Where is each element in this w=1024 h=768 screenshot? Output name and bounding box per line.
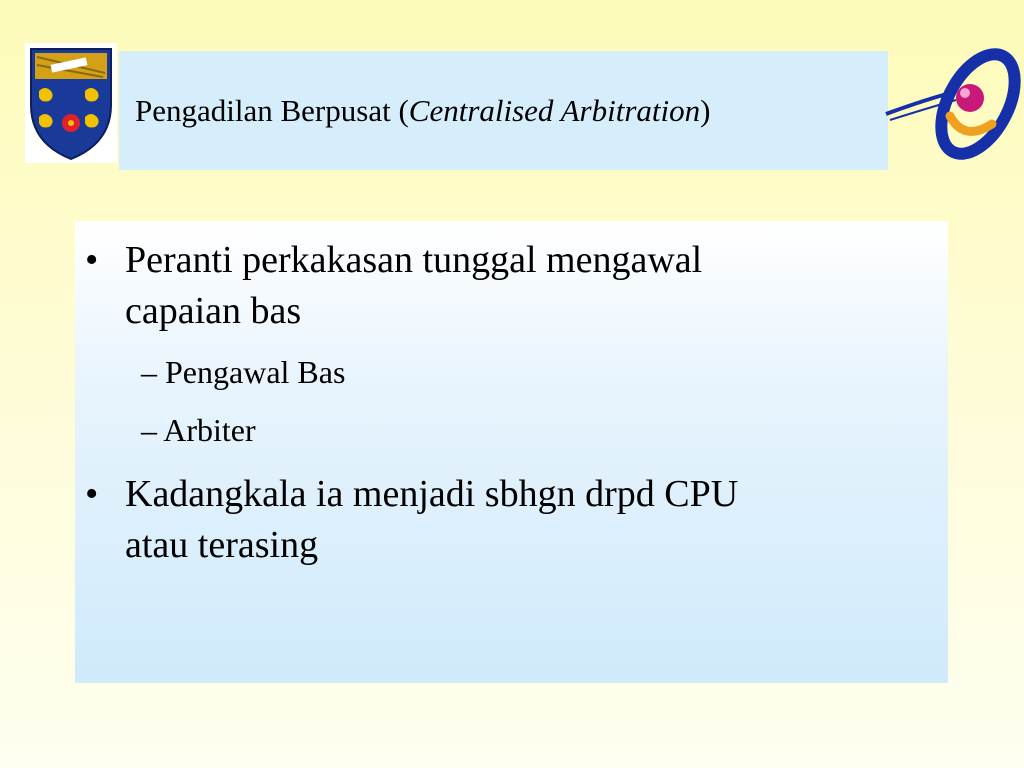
bullet-item-1 (85, 235, 703, 337)
swirl-ring-icon (884, 38, 1024, 168)
bullet-line: capaian bas (125, 290, 302, 332)
bullet-line: Kadangkala ia menjadi sbhgn drpd CPU (125, 473, 739, 515)
bullet-line: atau terasing (125, 524, 319, 566)
bullet-mark: • (85, 239, 99, 281)
title-italic: Centralised Arbitration (408, 92, 701, 128)
title-prefix: Pengadilan Berpusat ( (135, 92, 409, 128)
bullet-line: Peranti perkakasan tunggal mengawal (125, 239, 703, 281)
slide-title (135, 93, 710, 129)
subitem: – Arbiter (141, 412, 256, 448)
subitem: – Pengawal Bas (141, 354, 346, 390)
bullet-mark: • (85, 473, 99, 515)
bullet-item-2 (85, 469, 739, 571)
university-crest-icon (25, 43, 117, 163)
content-panel (75, 221, 948, 683)
title-suffix: ) (700, 92, 711, 128)
title-bar (119, 51, 888, 170)
